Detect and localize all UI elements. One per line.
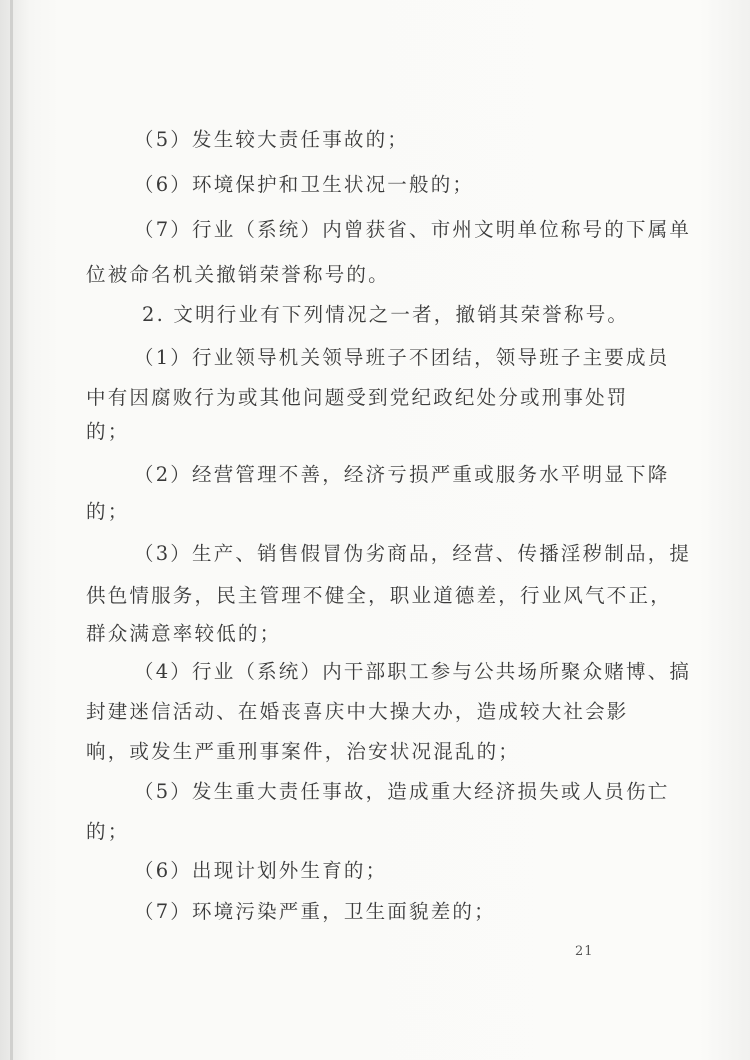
text-line: （1）行业领导机关领导班子不团结，领导班子主要成员: [134, 346, 670, 369]
text-line: （6）出现计划外生育的；: [134, 859, 388, 882]
text-line: 供色情服务，民主管理不健全，职业道德差，行业风气不正，: [86, 584, 672, 607]
page-edge: [10, 0, 13, 1060]
text-line: （6）环境保护和卫生状况一般的；: [134, 173, 475, 196]
text-line: 群众满意率较低的；: [86, 622, 282, 645]
text-line: 的；: [86, 500, 130, 523]
text-line: （5）发生较大责任事故的；: [134, 128, 410, 151]
text-line: 封建迷信活动、在婚丧喜庆中大操大办，造成较大社会影: [86, 700, 629, 723]
text-line: 位被命名机关撤销荣誉称号的。: [86, 263, 390, 286]
text-line: 中有因腐败行为或其他问题受到党纪政纪处分或刑事处罚: [86, 386, 629, 409]
text-line: 响，或发生严重刑事案件，治安状况混乱的；: [86, 740, 521, 763]
text-line: （5）发生重大责任事故，造成重大经济损失或人员伤亡: [134, 780, 670, 803]
text-line: （7）行业（系统）内曾获省、市州文明单位称号的下属单: [134, 218, 692, 241]
text-line: （4）行业（系统）内干部职工参与公共场所聚众赌博、搞: [134, 660, 692, 683]
text-line: （7）环境污染严重，卫生面貌差的；: [134, 900, 496, 923]
text-line: 2. 文明行业有下列情况之一者，撤销其荣誉称号。: [142, 303, 630, 326]
text-line: （2）经营管理不善，经济亏损严重或服务水平明显下降: [134, 463, 670, 486]
page-number: 21: [575, 944, 594, 959]
text-line: （3）生产、销售假冒伪劣商品，经营、传播淫秽制品，提: [134, 542, 692, 565]
text-line: 的；: [86, 820, 130, 843]
text-line: 的；: [86, 420, 130, 443]
